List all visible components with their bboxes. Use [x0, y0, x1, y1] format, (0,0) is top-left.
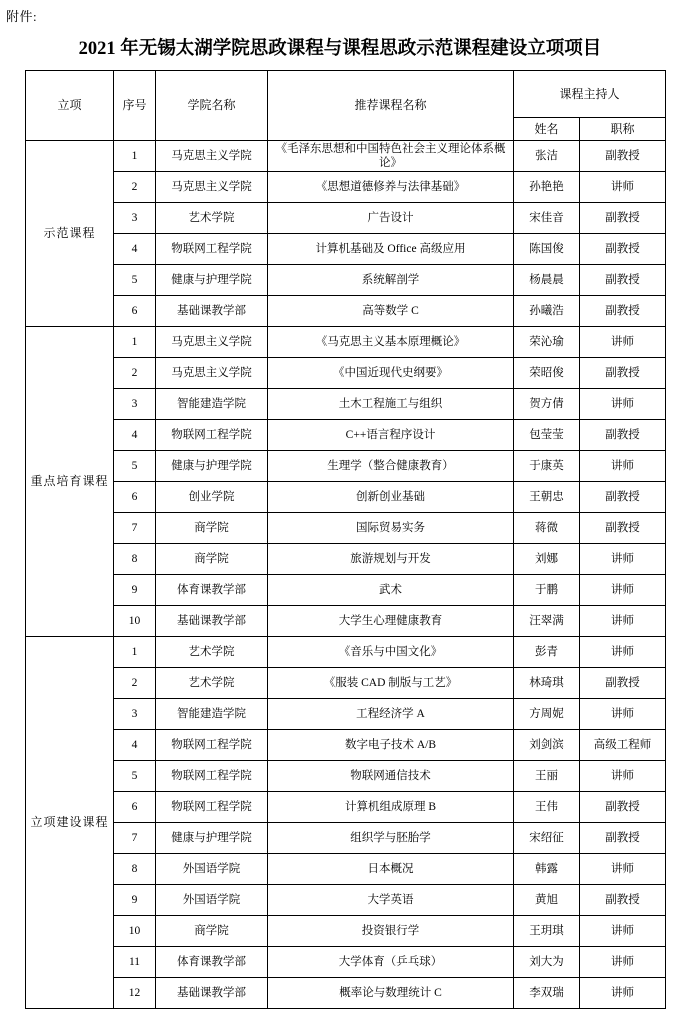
cell-college: 外国语学院: [156, 854, 268, 885]
cell-host-name: 刘娜: [514, 544, 580, 575]
cell-no: 5: [114, 451, 156, 482]
cell-course: 投资银行学: [268, 916, 514, 947]
cell-course: 概率论与数理统计 C: [268, 978, 514, 1009]
column-header-no: 序号: [114, 71, 156, 141]
table-row: [26, 637, 666, 668]
table-row: [26, 451, 666, 482]
cell-host-name: 于康英: [514, 451, 580, 482]
cell-host-title: 副教授: [580, 668, 666, 699]
cell-host-name: 刘剑滨: [514, 730, 580, 761]
cell-college: 创业学院: [156, 482, 268, 513]
cell-host-title: 讲师: [580, 854, 666, 885]
cell-host-title: 讲师: [580, 978, 666, 1009]
cell-course: 高等数学 C: [268, 296, 514, 327]
cell-college: 健康与护理学院: [156, 451, 268, 482]
column-header-host-title: 职称: [580, 118, 666, 141]
cell-host-title: 副教授: [580, 203, 666, 234]
cell-college: 艺术学院: [156, 637, 268, 668]
cell-host-name: 方周妮: [514, 699, 580, 730]
cell-no: 10: [114, 606, 156, 637]
table-row: [26, 947, 666, 978]
cell-host-title: 讲师: [580, 389, 666, 420]
cell-host-title: 讲师: [580, 637, 666, 668]
cell-host-name: 刘大为: [514, 947, 580, 978]
cell-host-title: 讲师: [580, 606, 666, 637]
table-row: [26, 699, 666, 730]
cell-host-name: 张洁: [514, 141, 580, 172]
cell-host-name: 王朝忠: [514, 482, 580, 513]
cell-college: 基础课教学部: [156, 978, 268, 1009]
cell-course: 武术: [268, 575, 514, 606]
cell-course: 创新创业基础: [268, 482, 514, 513]
table-row: [26, 761, 666, 792]
cell-course: 《思想道德修养与法律基础》: [268, 172, 514, 203]
cell-no: 12: [114, 978, 156, 1009]
cell-host-title: 副教授: [580, 265, 666, 296]
cell-college: 物联网工程学院: [156, 234, 268, 265]
cell-host-name: 包莹莹: [514, 420, 580, 451]
cell-college: 物联网工程学院: [156, 761, 268, 792]
table-row: [26, 265, 666, 296]
cell-course: 物联网通信技术: [268, 761, 514, 792]
cell-no: 5: [114, 761, 156, 792]
cell-host-title: 副教授: [580, 482, 666, 513]
cell-host-name: 黄旭: [514, 885, 580, 916]
cell-host-title: 副教授: [580, 358, 666, 389]
table-row: [26, 823, 666, 854]
cell-host-title: 高级工程师: [580, 730, 666, 761]
cell-host-name: 汪翠满: [514, 606, 580, 637]
table-row: [26, 606, 666, 637]
cell-host-title: 讲师: [580, 451, 666, 482]
cell-host-name: 孙艳艳: [514, 172, 580, 203]
cell-course: 国际贸易实务: [268, 513, 514, 544]
cell-host-name: 杨晨晨: [514, 265, 580, 296]
cell-course: 《马克思主义基本原理概论》: [268, 327, 514, 358]
cell-college: 马克思主义学院: [156, 358, 268, 389]
cell-college: 智能建造学院: [156, 699, 268, 730]
cell-host-title: 讲师: [580, 327, 666, 358]
cell-host-name: 李双瑞: [514, 978, 580, 1009]
table-row: [26, 389, 666, 420]
table-row: [26, 916, 666, 947]
cell-no: 7: [114, 823, 156, 854]
cell-college: 健康与护理学院: [156, 823, 268, 854]
cell-host-title: 讲师: [580, 947, 666, 978]
cell-no: 8: [114, 854, 156, 885]
table-row: [26, 172, 666, 203]
cell-course: 生理学（整合健康教育）: [268, 451, 514, 482]
cell-course: 数字电子技术 A/B: [268, 730, 514, 761]
table-row: [26, 978, 666, 1009]
table-row: [26, 358, 666, 389]
cell-host-name: 于鹏: [514, 575, 580, 606]
cell-no: 1: [114, 327, 156, 358]
group-label: 示范课程: [26, 141, 114, 327]
cell-host-title: 讲师: [580, 172, 666, 203]
cell-host-name: 贺方倩: [514, 389, 580, 420]
column-header-group: 立项: [26, 71, 114, 141]
cell-course: 大学生心理健康教育: [268, 606, 514, 637]
project-table: [25, 70, 666, 1009]
cell-host-title: 副教授: [580, 885, 666, 916]
cell-host-title: 副教授: [580, 823, 666, 854]
column-header-course: 推荐课程名称: [268, 71, 514, 141]
cell-host-name: 彭青: [514, 637, 580, 668]
cell-course: 旅游规划与开发: [268, 544, 514, 575]
cell-course: 《中国近现代史纲要》: [268, 358, 514, 389]
cell-no: 4: [114, 234, 156, 265]
cell-host-title: 讲师: [580, 916, 666, 947]
cell-college: 健康与护理学院: [156, 265, 268, 296]
cell-college: 外国语学院: [156, 885, 268, 916]
column-header-college: 学院名称: [156, 71, 268, 141]
cell-course: 《服装 CAD 制版与工艺》: [268, 668, 514, 699]
cell-no: 10: [114, 916, 156, 947]
cell-course: 工程经济学 A: [268, 699, 514, 730]
table-row: [26, 141, 666, 172]
cell-course: 日本概况: [268, 854, 514, 885]
cell-college: 物联网工程学院: [156, 420, 268, 451]
cell-no: 9: [114, 575, 156, 606]
column-header-host-name: 姓名: [514, 118, 580, 141]
cell-no: 2: [114, 172, 156, 203]
cell-college: 马克思主义学院: [156, 172, 268, 203]
cell-host-name: 孙曦浩: [514, 296, 580, 327]
group-label: 立项建设课程: [26, 637, 114, 1009]
table-row: [26, 482, 666, 513]
cell-course: 计算机基础及 Office 高级应用: [268, 234, 514, 265]
table-row: [26, 544, 666, 575]
cell-no: 9: [114, 885, 156, 916]
cell-no: 6: [114, 482, 156, 513]
cell-host-name: 王玥琪: [514, 916, 580, 947]
cell-no: 4: [114, 730, 156, 761]
cell-no: 8: [114, 544, 156, 575]
cell-host-title: 讲师: [580, 544, 666, 575]
cell-no: 6: [114, 792, 156, 823]
cell-host-name: 宋佳音: [514, 203, 580, 234]
page-title: 2021 年无锡太湖学院思政课程与课程思政示范课程建设立项项目: [78, 39, 602, 59]
cell-no: 1: [114, 637, 156, 668]
cell-host-name: 林琦琪: [514, 668, 580, 699]
cell-college: 艺术学院: [156, 203, 268, 234]
cell-college: 商学院: [156, 513, 268, 544]
cell-course: C++语言程序设计: [268, 420, 514, 451]
cell-course: 组织学与胚胎学: [268, 823, 514, 854]
cell-host-title: 讲师: [580, 699, 666, 730]
cell-course: 《音乐与中国文化》: [268, 637, 514, 668]
cell-college: 体育课教学部: [156, 947, 268, 978]
cell-no: 3: [114, 699, 156, 730]
cell-college: 物联网工程学院: [156, 730, 268, 761]
cell-course: 系统解剖学: [268, 265, 514, 296]
table-row: [26, 296, 666, 327]
table-row: [26, 668, 666, 699]
cell-no: 4: [114, 420, 156, 451]
cell-host-title: 讲师: [580, 761, 666, 792]
cell-college: 商学院: [156, 544, 268, 575]
cell-college: 马克思主义学院: [156, 141, 268, 172]
cell-host-title: 副教授: [580, 420, 666, 451]
cell-no: 3: [114, 389, 156, 420]
cell-no: 1: [114, 141, 156, 172]
cell-course: 广告设计: [268, 203, 514, 234]
table-row: [26, 513, 666, 544]
cell-host-name: 陈国俊: [514, 234, 580, 265]
cell-no: 5: [114, 265, 156, 296]
cell-host-title: 副教授: [580, 234, 666, 265]
group-label: 重点培育课程: [26, 327, 114, 637]
cell-host-name: 宋绍征: [514, 823, 580, 854]
table-row: [26, 854, 666, 885]
cell-no: 2: [114, 358, 156, 389]
cell-college: 基础课教学部: [156, 296, 268, 327]
table-row: [26, 420, 666, 451]
cell-no: 7: [114, 513, 156, 544]
cell-host-title: 副教授: [580, 792, 666, 823]
table-row: [26, 730, 666, 761]
cell-college: 商学院: [156, 916, 268, 947]
cell-course: 计算机组成原理 B: [268, 792, 514, 823]
cell-no: 3: [114, 203, 156, 234]
cell-no: 11: [114, 947, 156, 978]
table-header-row: [26, 71, 666, 118]
table-row: [26, 203, 666, 234]
cell-no: 6: [114, 296, 156, 327]
cell-host-name: 王伟: [514, 792, 580, 823]
attachment-label: 附件:: [6, 9, 38, 24]
table-header: [26, 71, 666, 141]
cell-host-name: 荣沁瑜: [514, 327, 580, 358]
table-row: [26, 885, 666, 916]
column-header-host: 课程主持人: [514, 71, 666, 118]
cell-course: 大学体育（乒乓球）: [268, 947, 514, 978]
cell-host-title: 副教授: [580, 141, 666, 172]
cell-course: 大学英语: [268, 885, 514, 916]
cell-college: 艺术学院: [156, 668, 268, 699]
cell-college: 基础课教学部: [156, 606, 268, 637]
table-row: [26, 327, 666, 358]
cell-course: 土木工程施工与组织: [268, 389, 514, 420]
cell-host-title: 讲师: [580, 575, 666, 606]
cell-course: 《毛泽东思想和中国特色社会主义理论体系概论》: [268, 141, 514, 172]
cell-host-name: 韩露: [514, 854, 580, 885]
cell-college: 马克思主义学院: [156, 327, 268, 358]
cell-host-title: 副教授: [580, 296, 666, 327]
table-row: [26, 575, 666, 606]
cell-host-title: 副教授: [580, 513, 666, 544]
table-row: [26, 234, 666, 265]
cell-college: 物联网工程学院: [156, 792, 268, 823]
cell-college: 智能建造学院: [156, 389, 268, 420]
cell-host-name: 荣昭俊: [514, 358, 580, 389]
table-body: [26, 141, 666, 1009]
cell-host-name: 王丽: [514, 761, 580, 792]
table-row: [26, 792, 666, 823]
cell-no: 2: [114, 668, 156, 699]
cell-college: 体育课教学部: [156, 575, 268, 606]
cell-host-name: 蒋微: [514, 513, 580, 544]
